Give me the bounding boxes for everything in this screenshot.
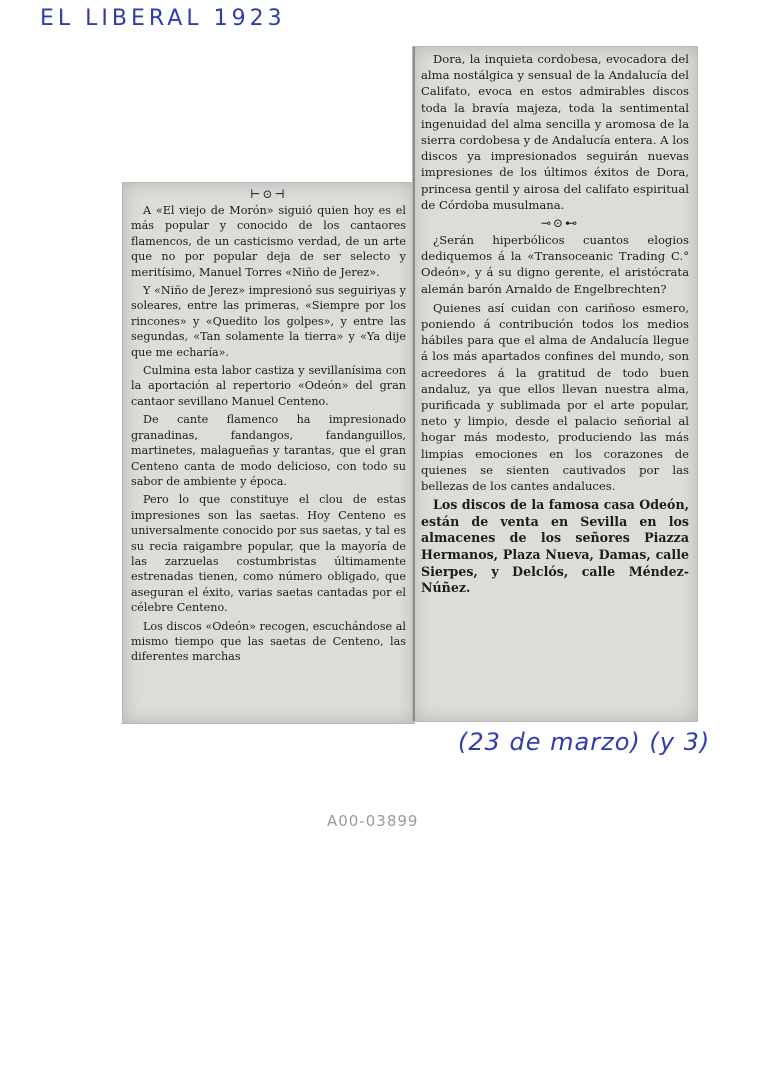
article-paragraph: Los discos «Odeón» recogen, escuchándose al mismo tiempo que las saetas de Centeno, las diferentes marchas xyxy=(131,619,406,664)
closing-paragraph: Los discos de la famosa casa Odeón, están de venta en Sevilla en los almacenes de los señores Piazza Hermanos, Plaza Nueva, Damas, calle Sierpes, y Delclós, calle Méndez-Núñez. xyxy=(421,497,689,596)
article-paragraph: A «El viejo de Morón» siguió quien hoy es el más popular y conocido de los cantaores flamencos, de un casticismo verdad, de un arte que no por popular deja de ser selecto y meritísimo, Manuel Torres «Niño de Jerez». xyxy=(131,204,406,279)
header-handwritten-note: EL LIBERAL 1923 xyxy=(40,6,286,31)
article-paragraph: Y «Niño de Jerez» impresionó sus seguiriyas y soleares, entre las primeras, «Siempre por los rincones» y «Quedito los golpes», y entre las segundas, «Tan solamente la tierra» y «Ya dije que me echaría». xyxy=(131,284,406,359)
ornament-icon: ⊢⊙⊣ xyxy=(250,187,287,201)
right-column-text xyxy=(421,51,689,717)
article-paragraph: Dora, la inquieta cordobesa, evocadora del alma nostálgica y sensual de la Andalucía del Califato, evoca en estos admirables discos toda la bravía majeza, toda la sentimental ingenuidad del alma sencilla y aromosa de la sierra cordobesa y de Andalucía entera. A los discos ya impresionados seguirán nuevas impresiones de los últimos éxitos de Dora, princesa gentil y airosa del califato espiritual de Córdoba musulmana. xyxy=(421,52,689,212)
date-handwritten-note: (23 de marzo) (y 3) xyxy=(458,728,711,756)
column-divider xyxy=(413,47,415,721)
archive-number-stamp: A00-03899 xyxy=(327,812,419,830)
ornament-icon: ⊸⊙⊷ xyxy=(541,216,580,231)
article-paragraph: Quienes así cuidan con cariñoso esmero, poniendo á contribución todos los medios hábiles para que el alma de Andalucía llegue á los más apartados confines del mundo, son acreedores á la gratitud de todo buen andaluz, ya que ellos llevan nuestra alma, purificada y sublimada por el arte popular, neto y limpio, desde el palacio señorial al hogar más modesto, produciendo las más limpias emociones en los corazones de quienes se sienten cautivados por las bellezas de los cantes andaluces. xyxy=(421,300,689,494)
newspaper-clipping-right-column xyxy=(412,46,698,722)
article-paragraph: De cante flamenco ha impresionado granadinas, fandangos, fandanguillos, martinetes, malagueñas y tarantas, que el gran Centeno canta de modo delicioso, con todo su sabor de ambiente y época. xyxy=(131,413,406,488)
article-paragraph: ¿Serán hiperbólicos cuantos elogios dediquemos á la «Transoceanic Trading C.° Odeón», y á su digno gerente, el aristócrata alemán barón Arnaldo de Engelbrechten? xyxy=(421,233,689,296)
left-column-text xyxy=(131,187,406,719)
article-paragraph: Culmina esta labor castiza y sevillanísima con la aportación al repertorio «Odeón» del gran cantaor sevillano Manuel Centeno. xyxy=(131,364,406,408)
article-paragraph: Pero lo que constituye el clou de estas impresiones son las saetas. Hoy Centeno es universalmente conocido por sus saetas, y tal es su recia raigambre popular, que la mayoría de las zarzuelas costumbristas últimamente estrenadas tienen, como número obligado, que aseguran el éxito, varias saetas cantadas por el célebre Centeno. xyxy=(131,493,406,615)
newspaper-clipping-left-column xyxy=(122,182,415,724)
